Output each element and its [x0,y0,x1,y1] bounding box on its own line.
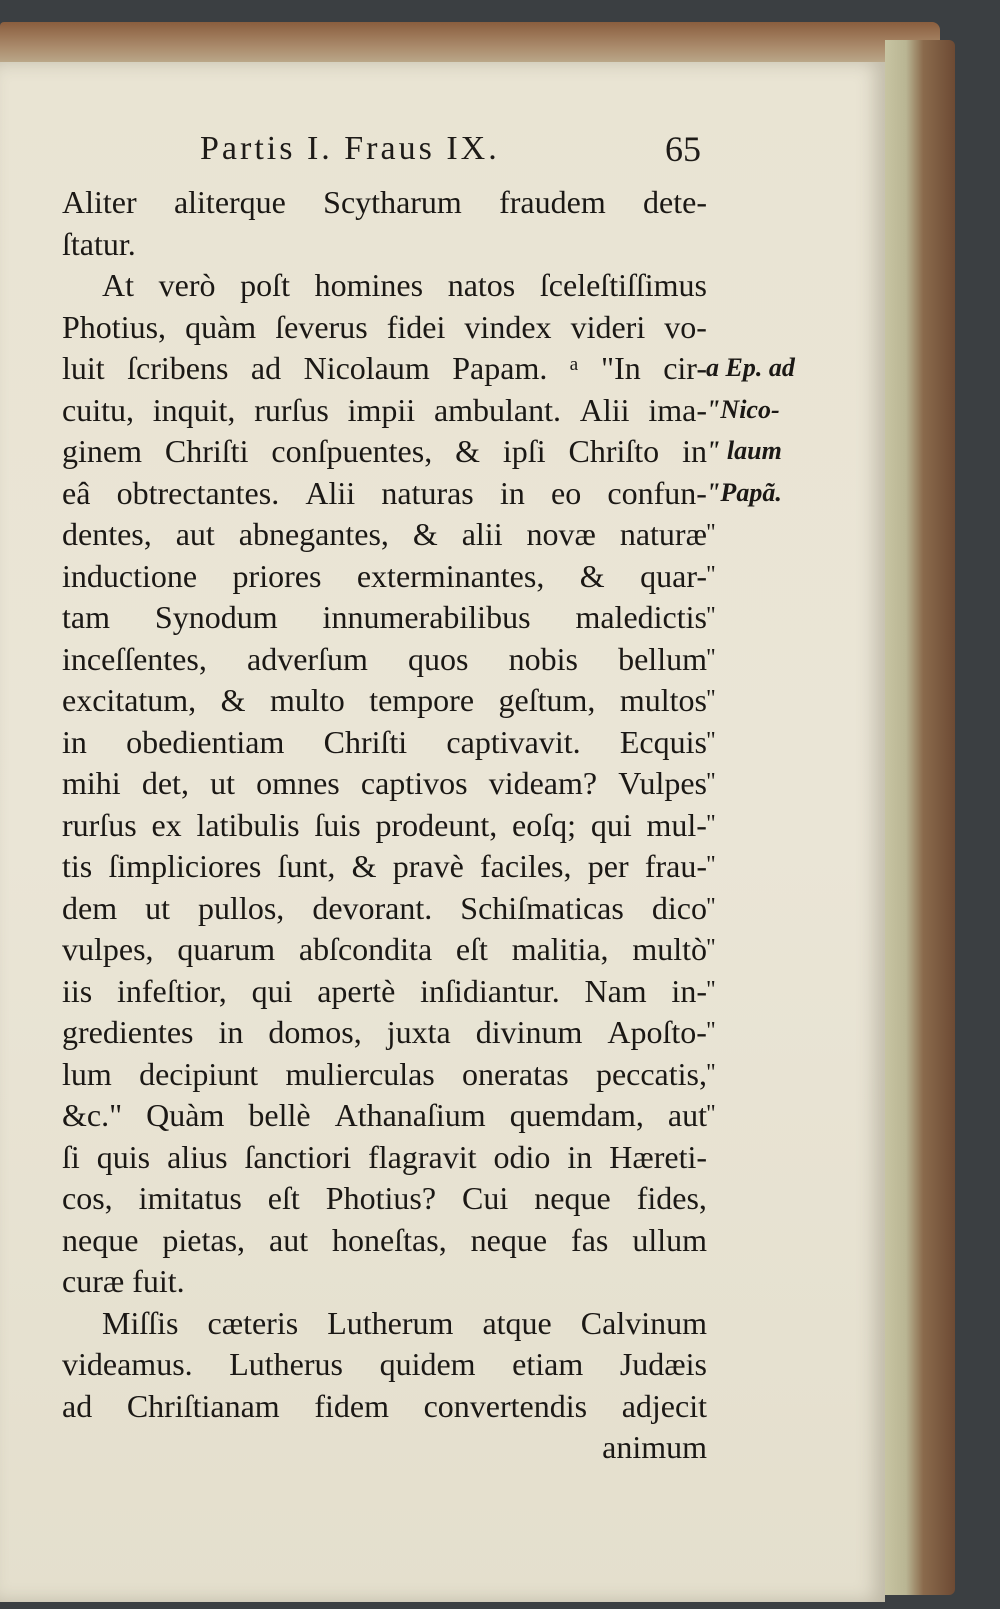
text-line: in obedientiam Chriſti captivavit. Ecquis [62,723,707,760]
quote-mark: " [706,644,716,671]
body-text [62,182,707,1469]
text-line: vulpes, quarum abſcondita eſt malitia, multò [62,931,707,967]
text-line: &c." Quàm bellè Athanaſium quemdam, aut [62,1097,707,1133]
text-line: gredientes in domos, juxta divinum Apoſto- [62,1014,707,1050]
text-line: rurſus ex latibulis ſuis prodeunt, eoſq; qui mul- [62,806,707,843]
margin-note-line: "Papã. [706,477,782,507]
text-line: excitatum, & multo tempore geſtum, multos [62,682,707,718]
text-line: eâ obtrectantes. Alii naturas in eo confun- [62,474,707,511]
text-line: tis ſimpliciores ſunt, & pravè faciles, per frau- [62,848,707,884]
text-line: Aliter aliterque Scytharum fraudem dete- [62,184,707,220]
quote-mark: " [706,976,716,1003]
quote-mark: " [706,810,716,837]
quote-mark: " [706,935,716,961]
quote-mark-column [706,513,736,1136]
margin-note-line: a Ep. ad [706,353,795,382]
text-line: ginem Chriſti conſpuentes, & ipſi Chriſto in [62,433,707,469]
quote-mark: " [706,561,716,588]
quote-mark: " [706,727,716,754]
text-line: luit ſcribens ad Nicolaum Papam. ᵃ "In cir- [62,350,707,386]
margin-note-line: " laum [706,436,782,465]
text-line: animum [602,1429,707,1465]
quote-mark: " [706,1018,716,1044]
text-line: cos, imitatus eſt Photius? Cui neque fides, [62,1180,707,1216]
page-number: 65 [665,129,701,169]
text-line: ſtatur. [62,225,136,262]
text-line: At verò poſt homines natos ſceleſtiſſimus [102,267,707,303]
margin-note [706,347,826,513]
book-fore-edge [885,40,955,1595]
text-line: lum decipiunt mulierculas oneratas peccatis, [62,1055,707,1092]
text-line: dentes, aut abnegantes, & alii novæ naturæ [62,516,707,552]
quote-mark: " [706,603,716,629]
quote-mark: " [706,1101,716,1127]
quote-mark: " [706,769,716,795]
book-page [0,62,885,1602]
text-line: inceſſentes, adverſum quos nobis bellum [62,640,707,677]
quote-mark: " [706,520,716,546]
text-line: ad Chriſtianam fidem convertendis adjecit [62,1387,707,1424]
text-line: curæ fuit. [62,1263,185,1299]
text-line: iis infeſtior, qui apertè inſidiantur. Nam in- [62,972,707,1009]
text-line: dem ut pullos, devorant. Schiſmaticas dico [62,889,707,926]
quote-mark: " [706,852,716,878]
text-line: inductione priores exterminantes, & quar- [62,557,707,594]
quote-mark: " [706,1059,716,1086]
running-head: Partis I. Fraus IX. [200,130,500,167]
text-line: videamus. Lutherus quidem etiam Judæis [62,1346,707,1382]
text-line: Miſſis cæteris Lutherum atque Calvinum [102,1304,707,1341]
text-line: cuitu, inquit, rurſus impii ambulant. Alii ima- [62,391,707,428]
text-line: mihi det, ut omnes captivos videam? Vulpes [62,765,707,801]
text-line: ſi quis alius ſanctiori flagravit odio in Hæreti- [62,1138,707,1175]
quote-mark: " [706,893,716,920]
quote-mark: " [706,686,716,712]
text-line: neque pietas, aut honeſtas, neque fas ullum [62,1221,707,1258]
margin-note-line: "Nico- [706,394,780,424]
text-line: Photius, quàm ſeverus fidei vindex videri vo- [62,308,707,345]
text-line: tam Synodum innumerabilibus maledictis [62,599,707,635]
